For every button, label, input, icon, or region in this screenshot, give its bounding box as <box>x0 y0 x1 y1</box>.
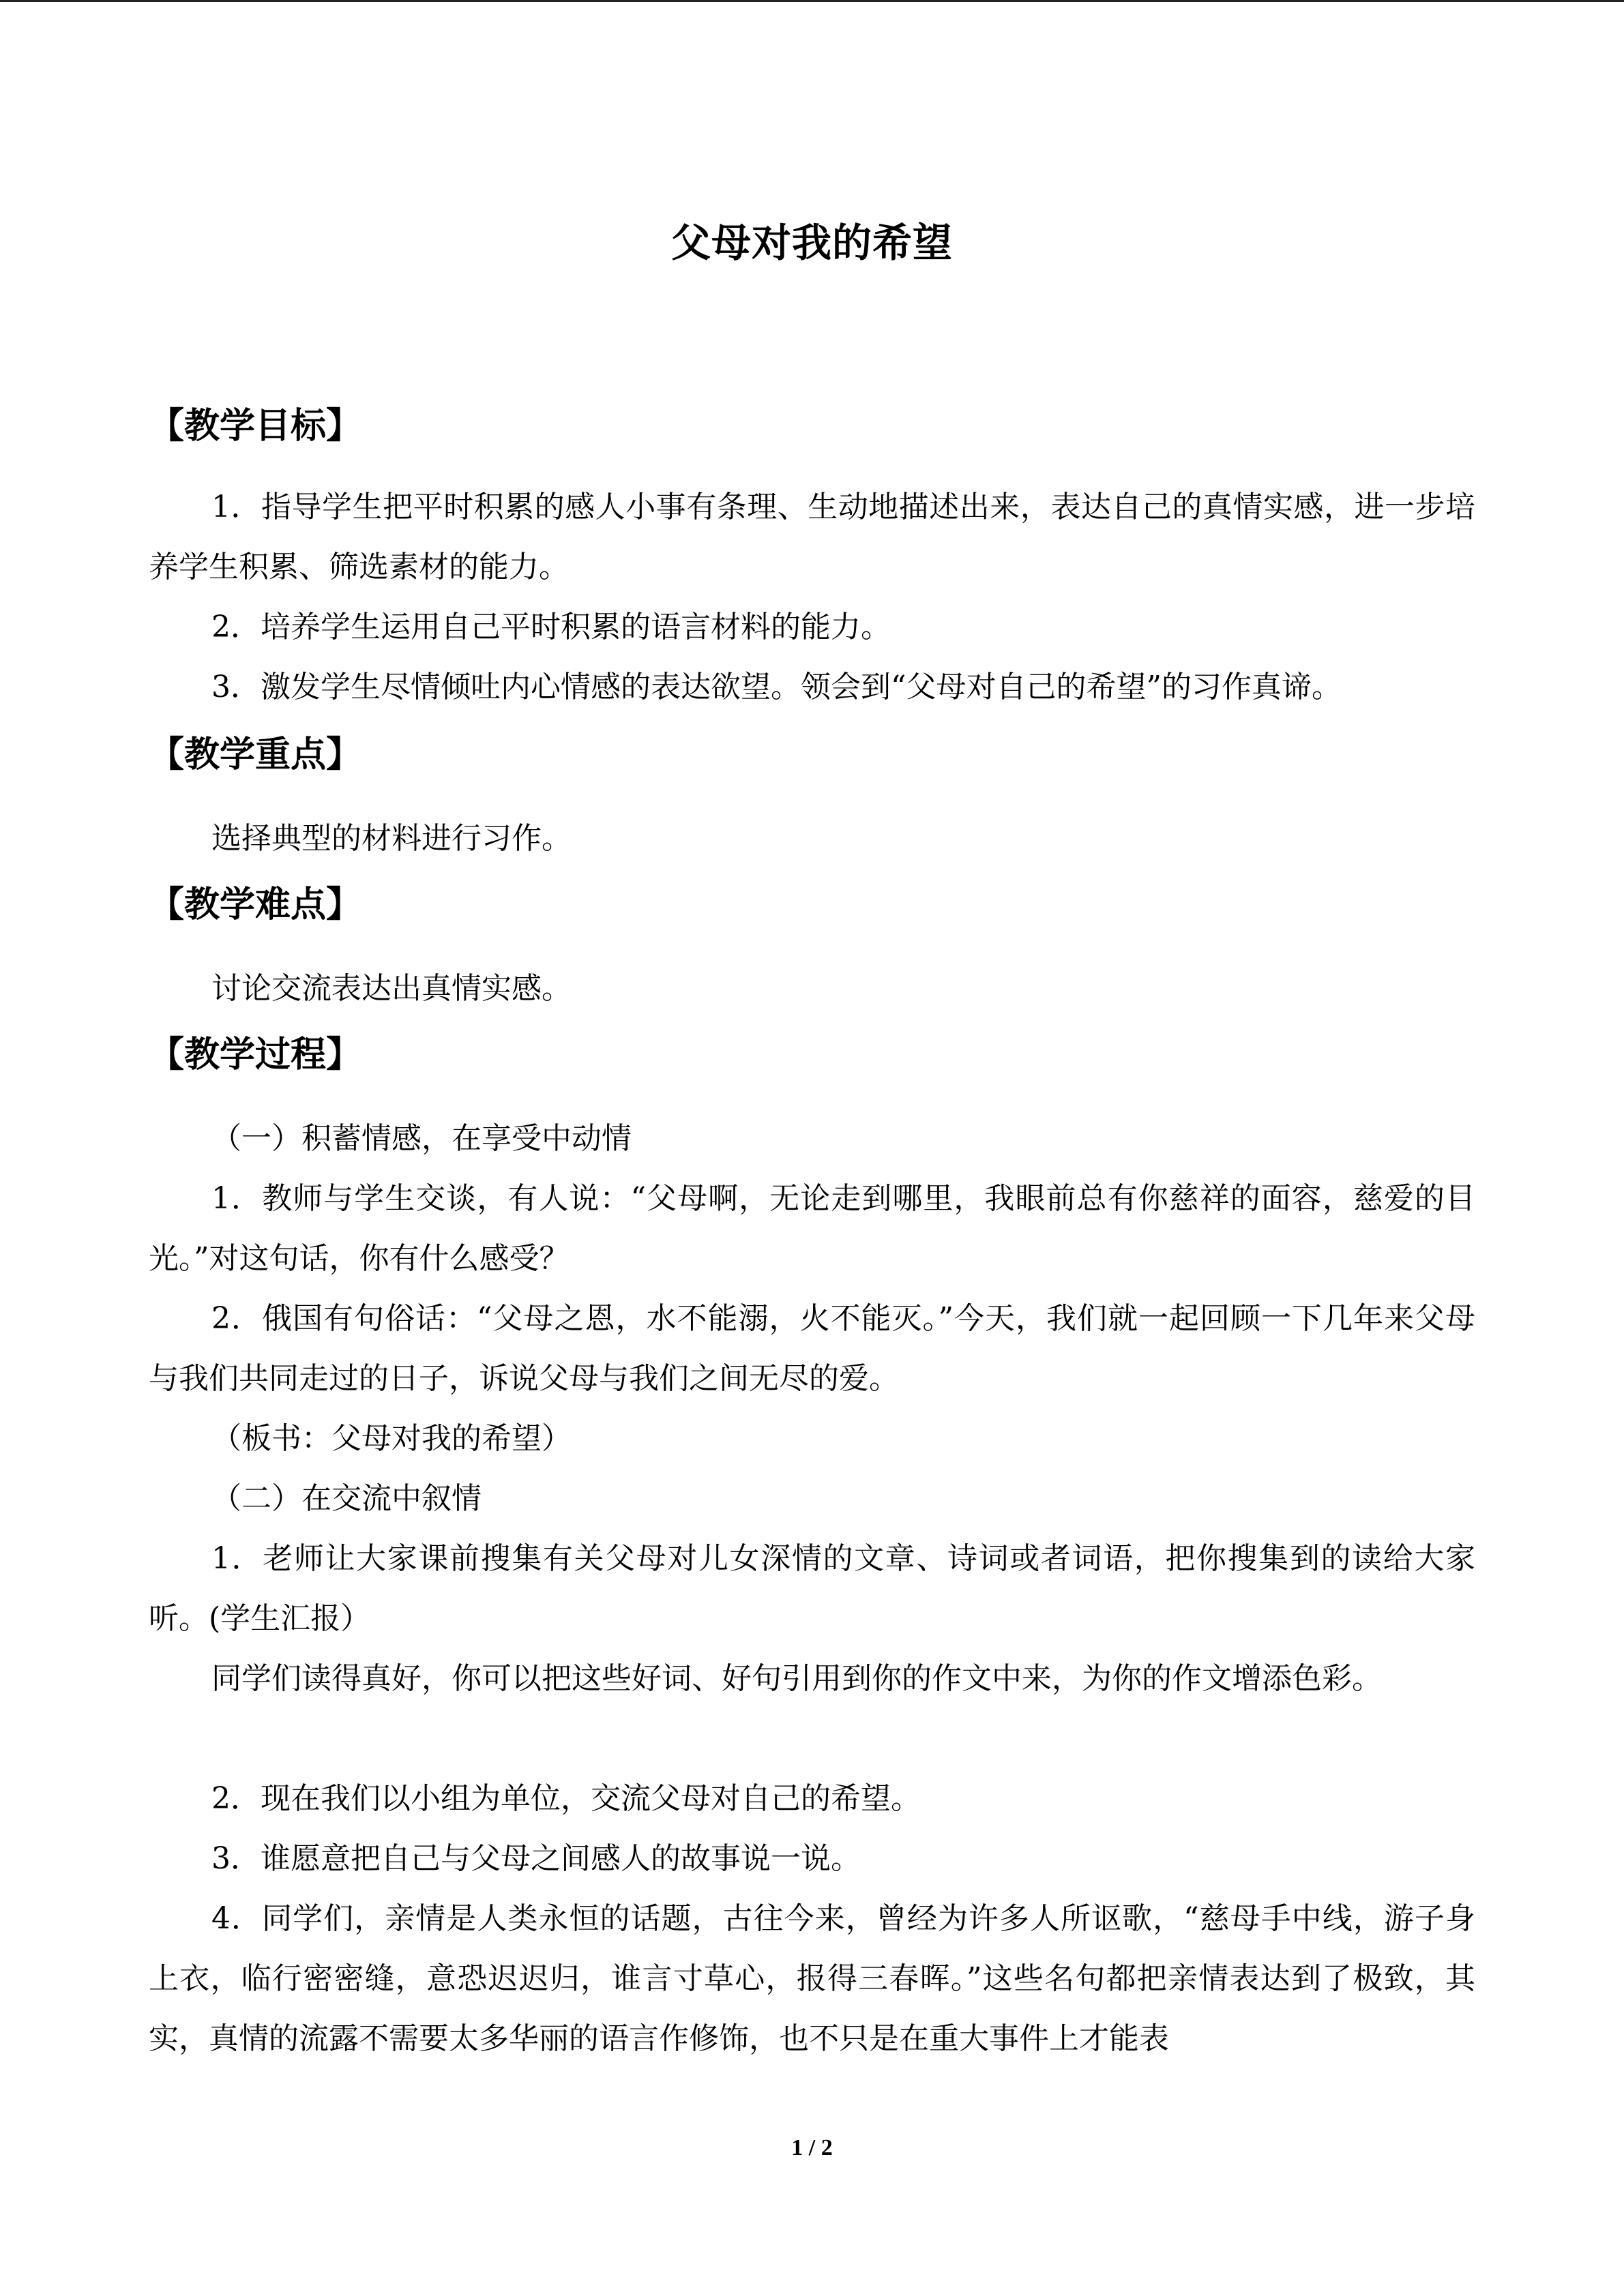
page-number: 1 / 2 <box>791 2135 833 2160</box>
process-subheading-2: （二）在交流中叙情 <box>211 1481 482 1516</box>
heading-key-points: 【教学重点】 <box>149 734 362 775</box>
goal-item-3: 3．激发学生尽情倾吐内心情感的表达欲望。领会到“父母对自己的希望”的习作真谛。 <box>211 670 1342 704</box>
difficulties-text: 讨论交流表达出真情实感。 <box>211 971 572 1006</box>
heading-difficulties: 【教学难点】 <box>149 884 362 925</box>
document-title: 父母对我的希望 <box>670 220 953 266</box>
process-paragraph: 4．同学们，亲情是人类永恒的话题，古往今来，曾经为许多人所讴歌，“慈母手中线，游子身上衣，临行密密缝，意恐迟迟归，谁言寸草心，报得三春晖。”这些名句都把亲情表达到了极致，其实，真情的流露不需要太多华丽的语言作修饰，也不只是在重大事件上才能表 <box>149 1901 1475 2056</box>
process-subheading-1: （一）积蓄情感，在享受中动情 <box>211 1121 632 1156</box>
process-paragraph: 2．俄国有句俗话：“父母之恩，水不能溺，火不能灭。”今天，我们就一起回顾一下几年来父母与我们共同走过的日子，诉说父母与我们之间无尽的爱。 <box>149 1301 1475 1396</box>
key-points-text: 选择典型的材料进行习作。 <box>211 821 572 856</box>
heading-teaching-goals: 【教学目标】 <box>149 406 362 447</box>
goal-item-1: 1．指导学生把平时积累的感人小事有条理、生动地描述出来，表达自己的真情实感，进一步培养学生积累、筛选素材的能力。 <box>149 490 1475 584</box>
process-paragraph: 2．现在我们以小组为单位，交流父母对自己的希望。 <box>211 1781 921 1816</box>
top-border-line <box>0 0 1624 2</box>
goal-item-2: 2．培养学生运用自己平时积累的语言材料的能力。 <box>211 610 891 644</box>
process-paragraph: 3．谁愿意把自己与父母之间感人的故事说一说。 <box>211 1841 861 1876</box>
process-paragraph: 1．老师让大家课前搜集有关父母对儿女深情的文章、诗词或者词语，把你搜集到的读给大家听。(学生汇报） <box>149 1541 1475 1636</box>
blackboard-note: （板书：父母对我的希望） <box>211 1421 572 1456</box>
process-paragraph: 同学们读得真好，你可以把这些好词、好句引用到你的作文中来，为你的作文增添色彩。 <box>211 1661 1382 1696</box>
heading-teaching-process: 【教学过程】 <box>149 1034 362 1075</box>
process-paragraph: 1．教师与学生交谈，有人说：“父母啊，无论走到哪里，我眼前总有你慈祥的面容，慈爱的目光。”对这句话，你有什么感受？ <box>149 1181 1475 1276</box>
